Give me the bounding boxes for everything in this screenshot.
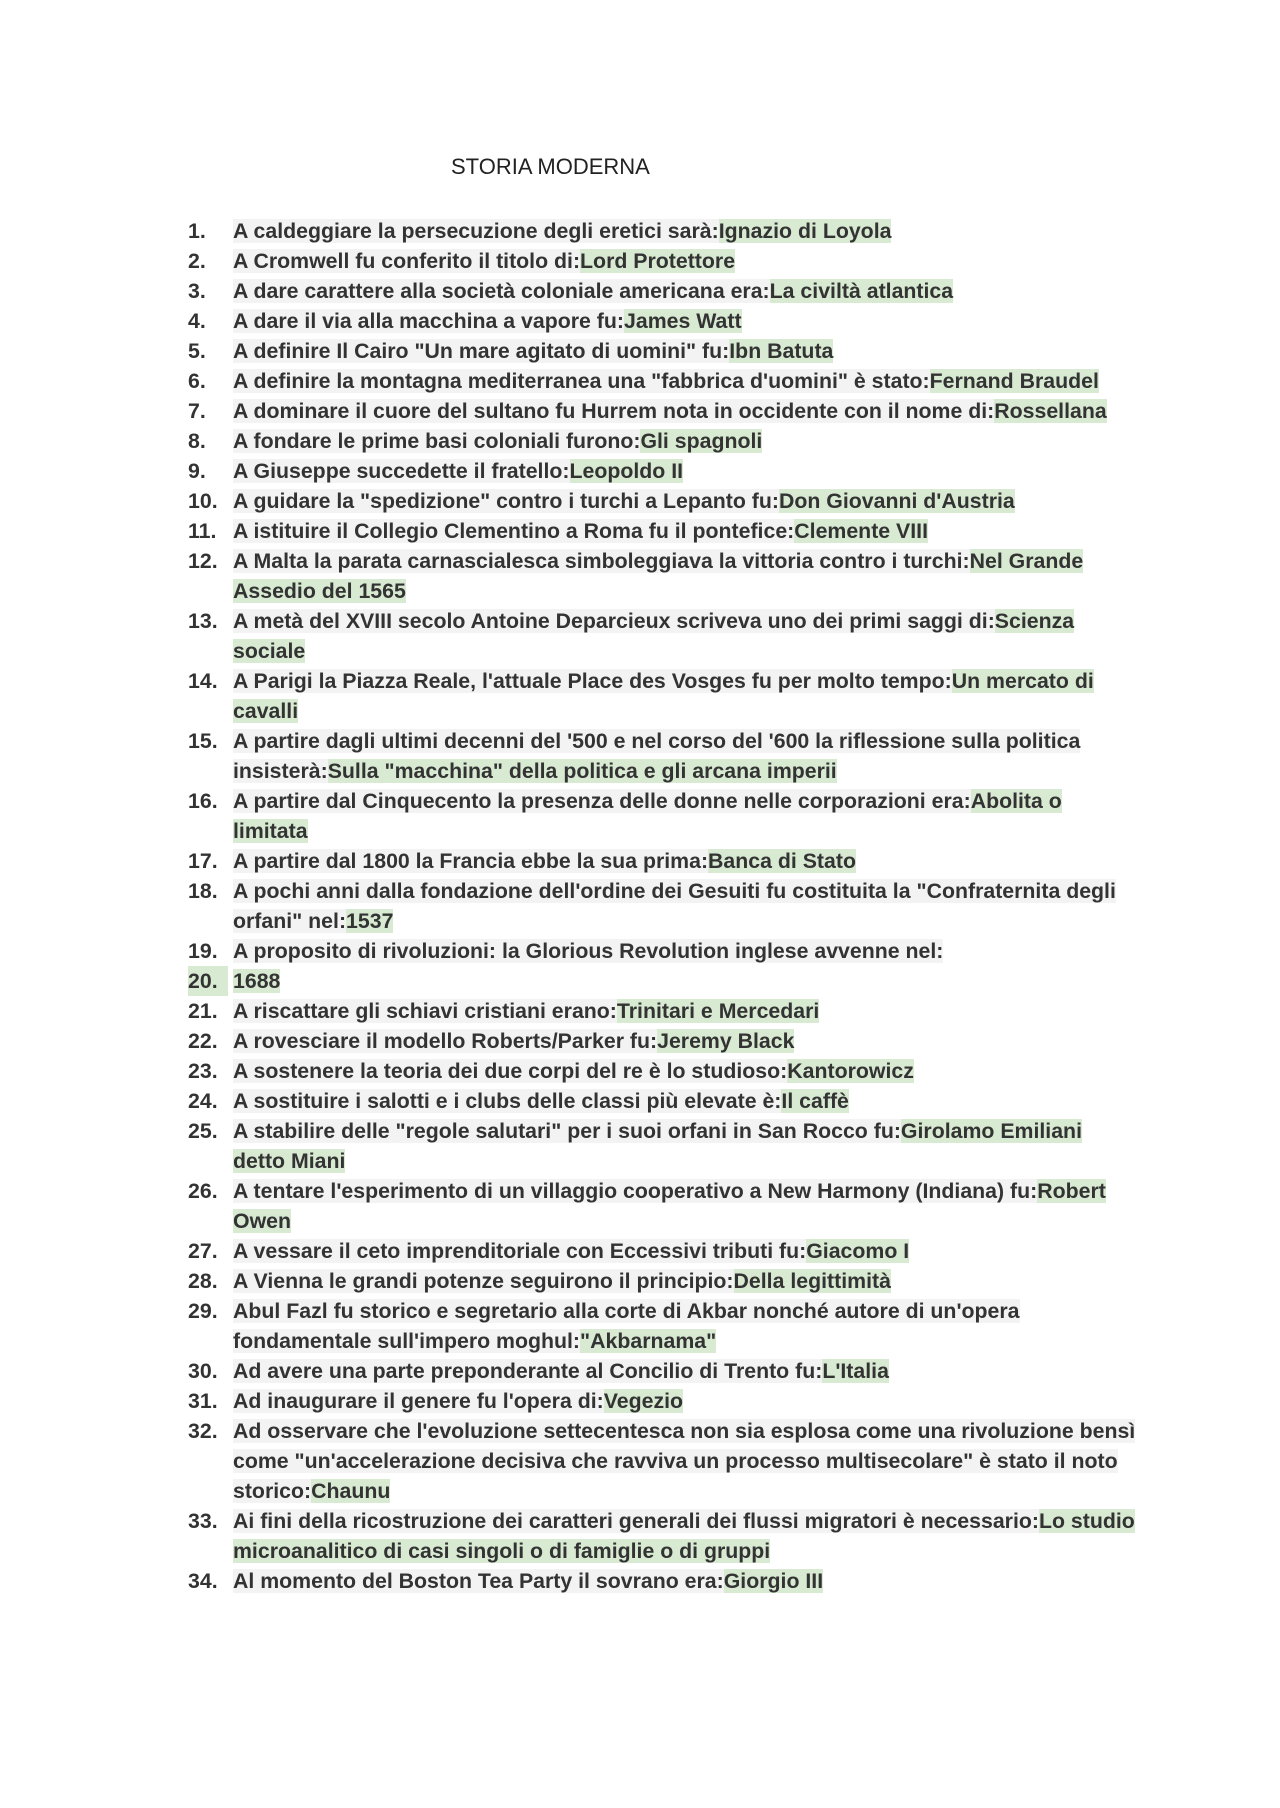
question-text: Abul Fazl fu storico e segretario alla corte di Akbar nonché autore di un'opera fondamentale sull'impero moghul:	[233, 1299, 1020, 1353]
answer-text: Chaunu	[311, 1479, 391, 1503]
answer-text: Giorgio III	[723, 1569, 824, 1593]
item-number: 3.	[188, 279, 206, 303]
answer-text: Nel Grande Assedio del 1565	[233, 549, 1084, 603]
item-number: 8.	[188, 429, 206, 453]
list-item	[188, 1116, 1138, 1176]
list-item	[188, 1026, 1138, 1056]
item-number: 5.	[188, 339, 206, 363]
list-item	[188, 996, 1138, 1026]
item-number: 21.	[188, 999, 218, 1023]
item-number: 10.	[188, 489, 218, 513]
list-item	[188, 1086, 1138, 1116]
question-text: Ad avere una parte preponderante al Concilio di Trento fu:	[233, 1359, 823, 1383]
answer-text: L'Italia	[822, 1359, 889, 1383]
answer-text: Giacomo I	[806, 1239, 910, 1263]
answer-text: Banca di Stato	[708, 849, 856, 873]
answer-text: Lord Protettore	[580, 249, 736, 273]
item-number: 14.	[188, 669, 218, 693]
answer-text: Trinitari e Mercedari	[616, 999, 820, 1023]
list-item	[188, 786, 1138, 846]
item-number: 28.	[188, 1269, 218, 1293]
item-number: 17.	[188, 849, 218, 873]
list-item	[188, 666, 1138, 726]
answer-text: Girolamo Emiliani detto Miani	[233, 1119, 1082, 1173]
list-item	[188, 336, 1138, 366]
list-item	[188, 1056, 1138, 1086]
list-item	[188, 1416, 1138, 1506]
item-number: 24.	[188, 1089, 218, 1113]
question-text: A guidare la "spedizione" contro i turchi a Lepanto fu:	[233, 489, 779, 513]
item-number: 30.	[188, 1359, 218, 1383]
list-item	[188, 966, 1138, 996]
item-number: 16.	[188, 789, 218, 813]
list-item	[188, 546, 1138, 606]
list-item	[188, 1506, 1138, 1566]
answer-text: La civiltà atlantica	[769, 279, 954, 303]
answer-text: Rossellana	[994, 399, 1107, 423]
item-number: 2.	[188, 249, 206, 273]
answer-text: Fernand Braudel	[929, 369, 1099, 393]
item-number: 23.	[188, 1059, 218, 1083]
list-item	[188, 1356, 1138, 1386]
question-text: A partire dal Cinquecento la presenza delle donne nelle corporazioni era:	[233, 789, 971, 813]
answer-text: Leopoldo II	[569, 459, 684, 483]
question-text: A stabilire delle "regole salutari" per i suoi orfani in San Rocco fu:	[233, 1119, 901, 1143]
answer-text: 1688	[233, 969, 281, 993]
list-item	[188, 1176, 1138, 1236]
question-text: A Vienna le grandi potenze seguirono il principio:	[233, 1269, 734, 1293]
item-number: 31.	[188, 1389, 218, 1413]
question-text: A vessare il ceto imprenditoriale con Eccessivi tributi fu:	[233, 1239, 807, 1263]
answer-text: 1537	[346, 909, 394, 933]
item-number: 32.	[188, 1419, 218, 1443]
list-item	[188, 516, 1138, 546]
list-item	[188, 606, 1138, 666]
question-text: A dare il via alla macchina a vapore fu:	[233, 309, 624, 333]
item-number: 9.	[188, 459, 206, 483]
item-number: 4.	[188, 309, 206, 333]
question-text: A dare carattere alla società coloniale americana era:	[233, 279, 770, 303]
question-text: A metà del XVIII secolo Antoine Deparcieux scriveva uno dei primi saggi di:	[233, 609, 995, 633]
answer-text: Vegezio	[603, 1389, 684, 1413]
question-text: A istituire il Collegio Clementino a Roma fu il pontefice:	[233, 519, 795, 543]
answer-text: Un mercato di cavalli	[233, 669, 1094, 723]
item-number: 19.	[188, 939, 218, 963]
answer-text: Kantorowicz	[787, 1059, 914, 1083]
list-item	[188, 1296, 1138, 1356]
answer-text: Il caffè	[781, 1089, 849, 1113]
item-number: 11.	[188, 519, 217, 543]
answer-text: Sulla "macchina" della politica e gli arcana imperii	[327, 759, 837, 783]
list-item	[188, 366, 1138, 396]
item-number: 26.	[188, 1179, 218, 1203]
list-item	[188, 1386, 1138, 1416]
list-item	[188, 456, 1138, 486]
item-number: 29.	[188, 1299, 218, 1323]
list-item	[188, 1566, 1138, 1596]
item-number: 34.	[188, 1569, 218, 1593]
question-text: A tentare l'esperimento di un villaggio cooperativo a New Harmony (Indiana) fu:	[233, 1179, 1038, 1203]
question-text: A Giuseppe succedette il fratello:	[233, 459, 570, 483]
question-text: A partire dal 1800 la Francia ebbe la sua prima:	[233, 849, 709, 873]
question-text: A sostenere la teoria dei due corpi del re è lo studioso:	[233, 1059, 788, 1083]
question-text: A Cromwell fu conferito il titolo di:	[233, 249, 581, 273]
question-text: A definire la montagna mediterranea una "fabbrica d'uomini" è stato:	[233, 369, 930, 393]
item-number: 12.	[188, 549, 218, 573]
question-text: A pochi anni dalla fondazione dell'ordine dei Gesuiti fu costituita la "Confraternita degli orfani" nel:	[233, 879, 1116, 933]
item-number: 20.	[188, 966, 228, 996]
question-text: A sostituire i salotti e i clubs delle classi più elevate è:	[233, 1089, 782, 1113]
list-item	[188, 876, 1138, 936]
question-text: Al momento del Boston Tea Party il sovrano era:	[233, 1569, 724, 1593]
answer-text: Jeremy Black	[657, 1029, 795, 1053]
question-text: A definire Il Cairo "Un mare agitato di uomini" fu:	[233, 339, 730, 363]
answer-text: Don Giovanni d'Austria	[778, 489, 1015, 513]
list-item	[188, 216, 1138, 246]
list-item	[188, 426, 1138, 456]
list-item	[188, 276, 1138, 306]
question-text: A caldeggiare la persecuzione degli eretici sarà:	[233, 219, 719, 243]
answer-text: Lo studio microanalitico di casi singoli o di famiglie o di gruppi	[233, 1509, 1135, 1563]
item-number: 6.	[188, 369, 206, 393]
question-text: A fondare le prime basi coloniali furono:	[233, 429, 641, 453]
answer-text: Gli spagnoli	[640, 429, 763, 453]
question-text: Ai fini della ricostruzione dei caratteri generali dei flussi migratori è necessario:	[233, 1509, 1039, 1533]
answer-text: Robert Owen	[233, 1179, 1106, 1233]
list-item	[188, 1236, 1138, 1266]
item-number: 7.	[188, 399, 206, 423]
item-number: 33.	[188, 1509, 218, 1533]
list-item	[188, 936, 1138, 966]
list-item	[188, 486, 1138, 516]
item-number: 25.	[188, 1119, 218, 1143]
answer-text: James Watt	[624, 309, 742, 333]
item-number: 13.	[188, 609, 218, 633]
question-text: A proposito di rivoluzioni: la Glorious Revolution inglese avvenne nel:	[233, 939, 944, 963]
page-title: STORIA MODERNA	[451, 154, 650, 179]
list-item	[188, 1266, 1138, 1296]
question-text: A rovesciare il modello Roberts/Parker fu:	[233, 1029, 658, 1053]
question-text: Ad osservare che l'evoluzione settecentesca non sia esplosa come una rivoluzione bensì come "un'accelerazione decisiva che ravviva un processo multisecolare" è stato il noto storico:	[233, 1419, 1136, 1503]
question-text: Ad inaugurare il genere fu l'opera di:	[233, 1389, 604, 1413]
item-number: 22.	[188, 1029, 218, 1053]
item-number: 27.	[188, 1239, 218, 1263]
answer-text: Ignazio di Loyola	[718, 219, 892, 243]
list-item	[188, 726, 1138, 786]
question-text: A Malta la parata carnascialesca simboleggiava la vittoria contro i turchi:	[233, 549, 970, 573]
question-text: A dominare il cuore del sultano fu Hurrem nota in occidente con il nome di:	[233, 399, 995, 423]
answer-text: Della legittimità	[733, 1269, 891, 1293]
item-number: 15.	[188, 729, 218, 753]
list-item	[188, 846, 1138, 876]
question-text: A Parigi la Piazza Reale, l'attuale Place des Vosges fu per molto tempo:	[233, 669, 952, 693]
list-item	[188, 306, 1138, 336]
answer-text: Scienza sociale	[233, 609, 1075, 663]
answer-text: Ibn Batuta	[729, 339, 834, 363]
question-text: A riscattare gli schiavi cristiani erano:	[233, 999, 617, 1023]
question-answer-list	[188, 216, 1138, 1596]
question-text: A partire dagli ultimi decenni del '500 e nel corso del '600 la riflessione sulla politica insisterà:	[233, 729, 1081, 783]
answer-text: "Akbarnama"	[580, 1329, 717, 1353]
list-item	[188, 246, 1138, 276]
item-number: 18.	[188, 879, 218, 903]
answer-text: Abolita o limitata	[233, 789, 1062, 843]
list-item	[188, 396, 1138, 426]
item-number: 1.	[188, 219, 206, 243]
answer-text: Clemente VIII	[794, 519, 929, 543]
